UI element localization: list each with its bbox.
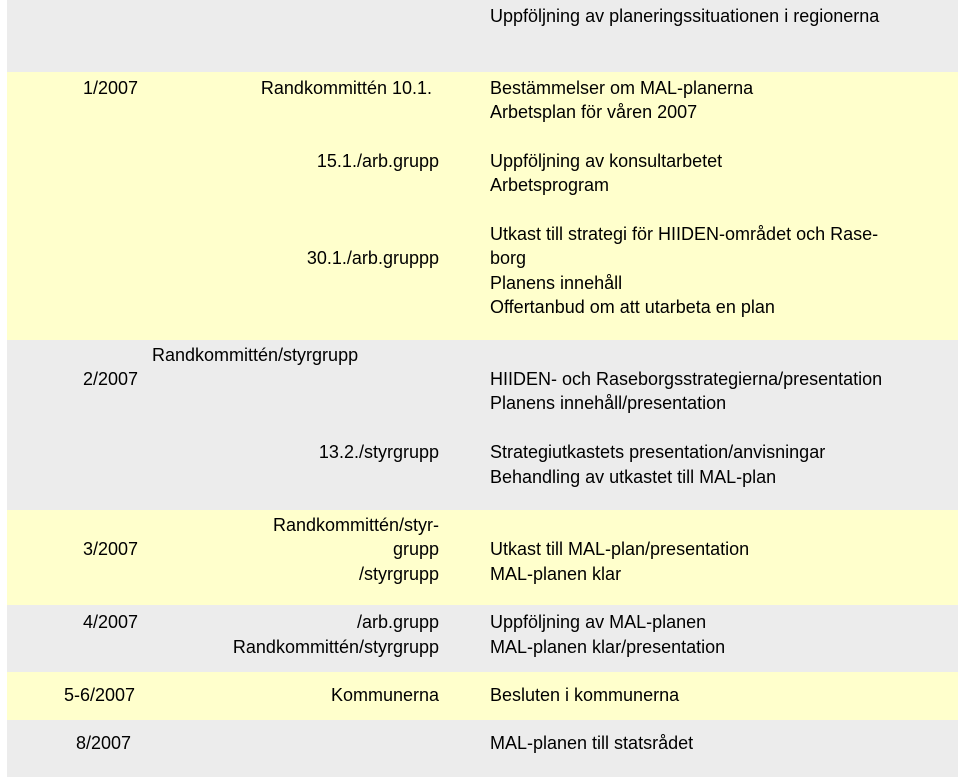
responsible-label: Randkommittén 10.1. bbox=[260, 78, 432, 98]
responsible-label: 15.1./arb.grupp bbox=[316, 151, 439, 171]
task-item: Planens innehåll/presentation bbox=[490, 393, 727, 413]
row-band-8-2007 bbox=[7, 720, 958, 777]
task-item: Utkast till MAL-plan/presentation bbox=[490, 539, 750, 559]
task-item: Arbetsprogram bbox=[490, 175, 610, 195]
task-item: MAL-planen till statsrådet bbox=[490, 733, 694, 753]
responsible-label: Randkommittén/styrgrupp bbox=[152, 345, 359, 365]
responsible-label: /styrgrupp bbox=[358, 564, 439, 584]
task-item: Uppföljning av MAL-planen bbox=[490, 612, 707, 632]
task-item: Arbetsplan för våren 2007 bbox=[490, 102, 698, 122]
row-band-5-6-2007 bbox=[7, 672, 958, 720]
row-band-3-2007 bbox=[7, 510, 958, 605]
row-band-4-2007 bbox=[7, 605, 958, 672]
task-item: Besluten i kommunerna bbox=[490, 685, 680, 705]
task-item: Planens innehåll bbox=[490, 273, 623, 293]
period-label: 3/2007 bbox=[83, 539, 139, 559]
responsible-label: Kommunerna bbox=[330, 685, 439, 705]
task-item: Bestämmelser om MAL-planerna bbox=[490, 78, 754, 98]
responsible-label: grupp bbox=[392, 539, 439, 559]
responsible-label: /arb.grupp bbox=[356, 612, 439, 632]
responsible-label: 30.1./arb.gruppp bbox=[306, 248, 439, 268]
task-item: Strategiutkastets presentation/anvisningar bbox=[490, 442, 826, 462]
period-label: 1/2007 bbox=[83, 78, 139, 98]
responsible-label: Randkommittén/styrgrupp bbox=[232, 637, 439, 657]
responsible-label: Randkommittén/styr- bbox=[272, 515, 439, 535]
header-title: Uppföljning av planeringssituationen i regionerna bbox=[490, 6, 880, 26]
task-item: Offertanbud om att utarbeta en plan bbox=[490, 297, 775, 317]
task-item: Uppföljning av konsultarbetet bbox=[490, 151, 723, 171]
period-label: 8/2007 bbox=[76, 733, 132, 753]
task-item: MAL-planen klar bbox=[490, 564, 622, 584]
task-item: HIIDEN- och Raseborgsstrategierna/presentation bbox=[490, 369, 883, 389]
task-item: Utkast till strategi för HIIDEN-området och Rase- bbox=[490, 224, 879, 244]
task-item: borg bbox=[490, 248, 527, 268]
period-label: 4/2007 bbox=[83, 612, 139, 632]
row-band-2-2007 bbox=[7, 340, 958, 510]
responsible-label: 13.2./styrgrupp bbox=[318, 442, 439, 462]
row-band-1-2007 bbox=[7, 72, 958, 340]
period-label: 5-6/2007 bbox=[64, 685, 136, 705]
task-item: MAL-planen klar/presentation bbox=[490, 637, 726, 657]
period-label: 2/2007 bbox=[83, 369, 139, 389]
task-item: Behandling av utkastet till MAL-plan bbox=[490, 467, 777, 487]
